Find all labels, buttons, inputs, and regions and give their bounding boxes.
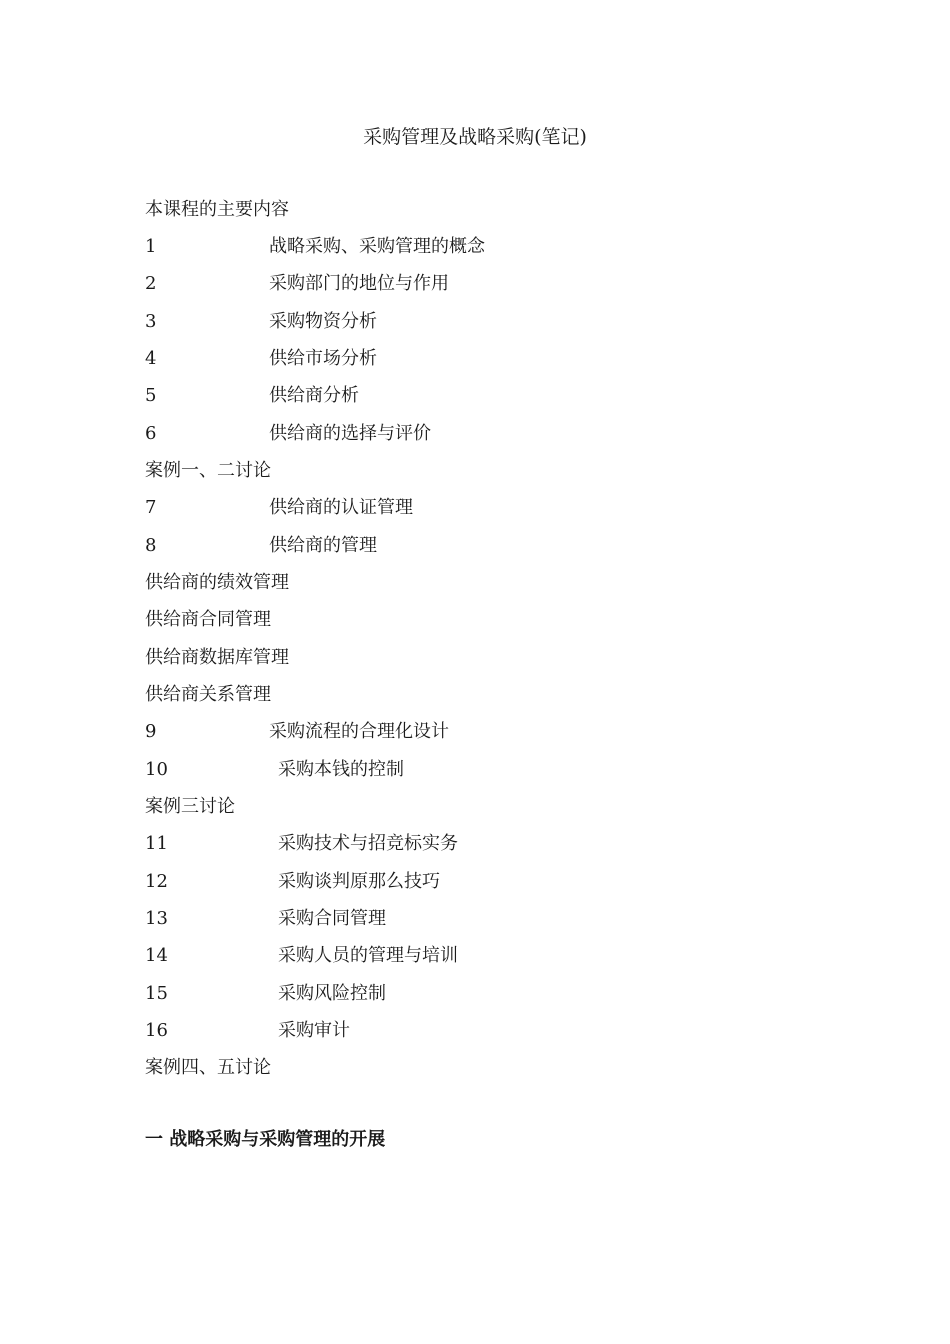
sub-item: 供给商的绩效管理 (145, 572, 289, 593)
item-number: 7 (145, 497, 157, 518)
item-number: 5 (145, 385, 157, 406)
document-title: 采购管理及战略采购(笔记) (363, 126, 587, 148)
case-discussion: 案例四、五讨论 (145, 1057, 271, 1078)
case-discussion: 案例三讨论 (145, 796, 235, 817)
sub-item: 供给商数据库管理 (145, 647, 289, 668)
item-text: 供给商的管理 (269, 535, 377, 556)
item-text: 采购谈判原那么技巧 (278, 871, 440, 892)
item-text: 采购合同管理 (278, 908, 386, 929)
item-number: 1 (145, 236, 157, 257)
item-number: 16 (145, 1020, 168, 1041)
section-heading: 一 战略采购与采购管理的开展 (145, 1129, 386, 1150)
item-number: 9 (145, 721, 157, 742)
sub-item: 供给商关系管理 (145, 684, 271, 705)
sub-item: 供给商合同管理 (145, 609, 271, 630)
item-text: 供给商的认证管理 (269, 497, 413, 518)
item-text: 采购技术与招竞标实务 (278, 833, 458, 854)
item-text: 采购风险控制 (278, 983, 386, 1004)
item-number: 11 (145, 833, 168, 854)
item-text: 采购物资分析 (269, 311, 377, 332)
case-discussion: 案例一、二讨论 (145, 460, 271, 481)
item-number: 10 (145, 759, 168, 780)
item-number: 13 (145, 908, 168, 929)
item-text: 采购流程的合理化设计 (269, 721, 449, 742)
item-number: 8 (145, 535, 157, 556)
item-number: 14 (145, 945, 168, 966)
item-text: 供给商的选择与评价 (269, 423, 431, 444)
item-text: 供给商分析 (269, 385, 359, 406)
item-text: 战略采购、采购管理的概念 (269, 236, 485, 257)
item-text: 采购部门的地位与作用 (269, 273, 449, 294)
item-text: 采购审计 (278, 1020, 350, 1041)
item-text: 供给市场分析 (269, 348, 377, 369)
course-intro: 本课程的主要内容 (145, 199, 289, 220)
item-number: 15 (145, 983, 168, 1004)
item-number: 6 (145, 423, 157, 444)
item-text: 采购人员的管理与培训 (278, 945, 458, 966)
item-number: 12 (145, 871, 168, 892)
item-number: 3 (145, 311, 157, 332)
item-number: 2 (145, 273, 157, 294)
item-number: 4 (145, 348, 157, 369)
item-text: 采购本钱的控制 (278, 759, 404, 780)
